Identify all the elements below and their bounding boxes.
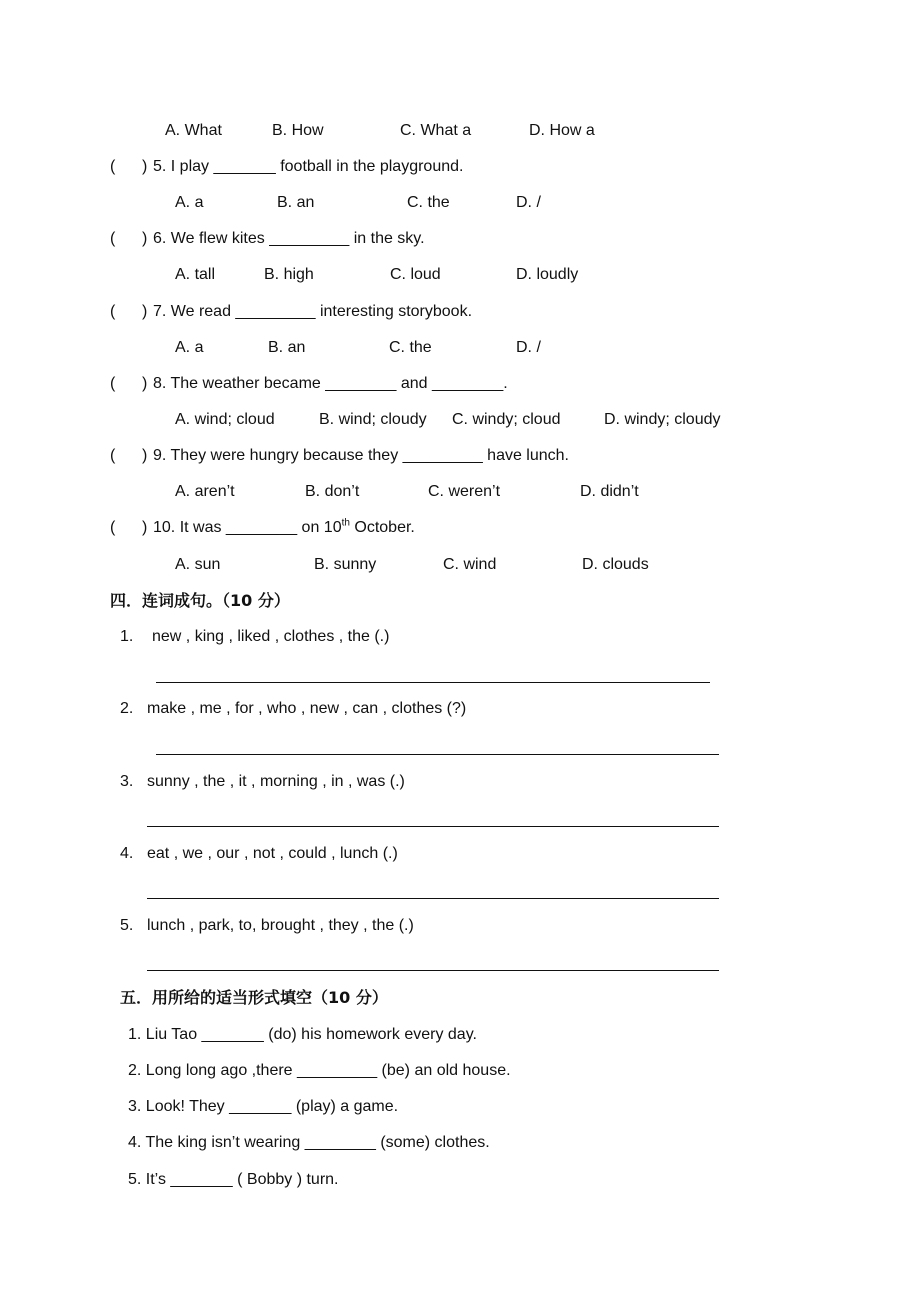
option-d: D. didn’t [580,483,639,500]
question-text: 5. I play _______ football in the playground. [153,158,464,175]
option-b: B. don’t [305,483,360,500]
option-a: A. aren’t [175,483,235,500]
option-c: C. weren’t [428,483,501,500]
option-a: A. a [175,339,204,356]
ordinal-suffix: th [341,517,350,529]
word-list: sunny , the , it , morning , in , was (.) [147,773,405,790]
option-d: D. windy; cloudy [604,411,721,428]
option-b: B. wind; cloudy [319,411,427,428]
answer-paren-open: ( [110,158,116,175]
option-c: C. the [389,339,432,356]
fill-in-item: 5. It’s _______ ( Bobby ) turn. [128,1171,339,1188]
option-c: C. windy; cloud [452,411,561,428]
option-b: B. high [264,266,314,283]
option-a: A. sun [175,556,221,573]
option-b: B. an [268,339,306,356]
fill-in-item: 3. Look! They _______ (play) a game. [128,1098,399,1115]
option-c: C. the [407,194,450,211]
answer-line[interactable] [156,682,710,683]
answer-paren-close: ) [142,447,148,464]
option-d: D. How a [529,122,595,139]
answer-paren-close: ) [142,375,148,392]
section-title: 五．用所给的适当形式填空（10 分） [120,988,388,1007]
fill-in-item: 2. Long long ago ,there _________ (be) an old house. [128,1062,511,1079]
option-c: C. loud [390,266,441,283]
answer-paren-close: ) [142,519,148,536]
option-d: D. clouds [582,556,649,573]
item-number: 1. [120,628,134,645]
answer-paren-close: ) [142,230,148,247]
answer-line[interactable] [147,970,719,971]
word-list: new , king , liked , clothes , the (.) [152,628,390,645]
answer-paren-open: ( [110,303,116,320]
item-number: 3. [120,773,134,790]
answer-paren-open: ( [110,447,116,464]
word-list: eat , we , our , not , could , lunch (.) [147,845,398,862]
word-list: make , me , for , who , new , can , clothes (?) [147,700,467,717]
option-d: D. loudly [516,266,579,283]
answer-paren-open: ( [110,375,116,392]
question-text: 7. We read _________ interesting storybook. [153,303,473,320]
answer-paren-open: ( [110,230,116,247]
question-text [153,518,415,538]
option-b: B. an [277,194,315,211]
option-c: C. wind [443,556,497,573]
question-text-end: October. [349,519,415,536]
item-number: 2. [120,700,134,717]
answer-paren-open: ( [110,519,116,536]
option-b: B. How [272,122,324,139]
answer-line[interactable] [147,826,719,827]
answer-line[interactable] [147,898,719,899]
option-c: C. What a [400,122,472,139]
option-a: A. What [165,122,222,139]
answer-paren-close: ) [142,303,148,320]
option-a: A. tall [175,266,216,283]
answer-line[interactable] [156,754,719,755]
item-number: 4. [120,845,134,862]
item-number: 5. [120,917,134,934]
fill-in-item: 1. Liu Tao _______ (do) his homework every day. [128,1026,477,1043]
option-a: A. a [175,194,204,211]
question-text: 6. We flew kites _________ in the sky. [153,230,425,247]
fill-in-item: 4. The king isn’t wearing ________ (some) clothes. [128,1134,490,1151]
section-title: 四．连词成句。（10 分） [110,591,290,610]
option-b: B. sunny [314,556,377,573]
question-text: 8. The weather became ________ and ________. [153,375,508,392]
option-d: D. / [516,194,541,211]
question-text: 9. They were hungry because they _________ have lunch. [153,447,569,464]
option-a: A. wind; cloud [175,411,275,428]
answer-paren-close: ) [142,158,148,175]
option-d: D. / [516,339,541,356]
word-list: lunch , park, to, brought , they , the (.) [147,917,414,934]
question-text-start: 10. It was ________ on 10 [153,519,342,536]
